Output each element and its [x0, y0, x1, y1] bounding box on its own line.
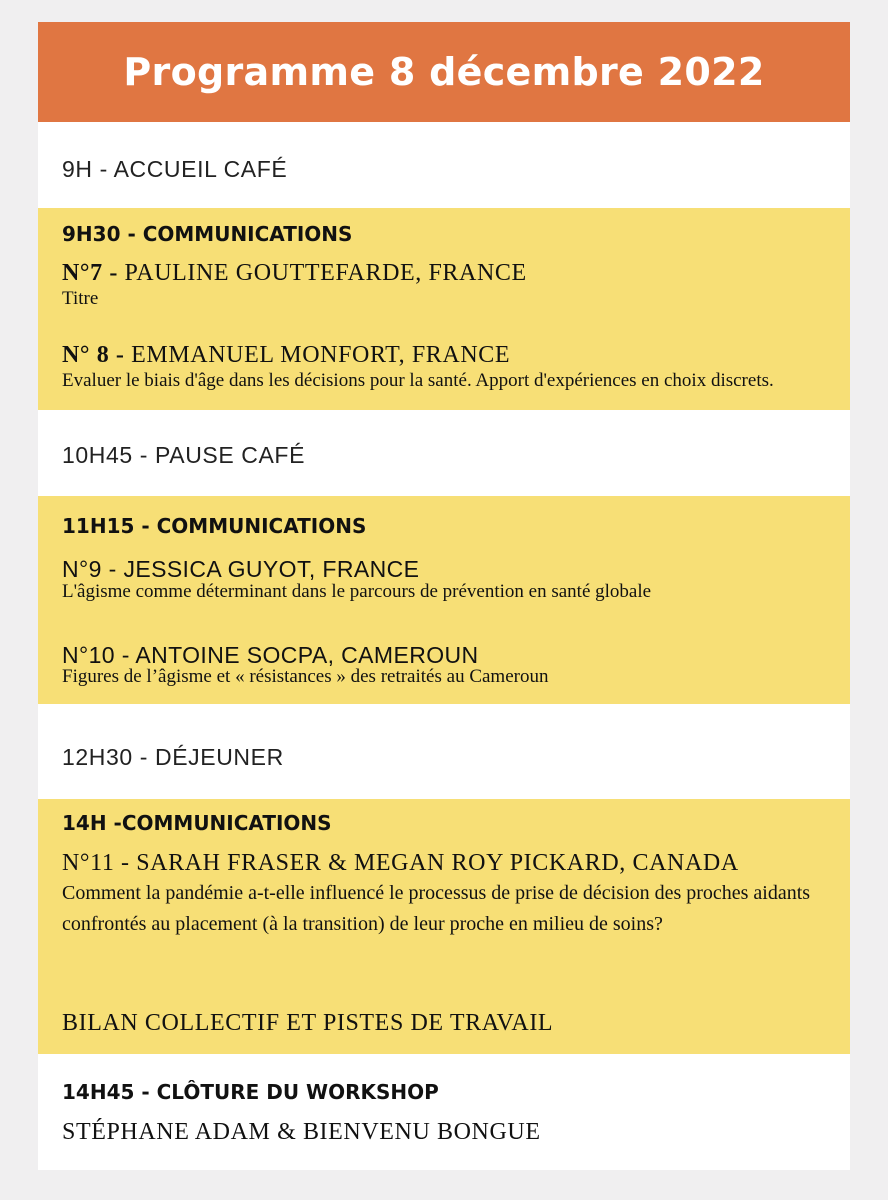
closing-heading: 14H45 - CLÔTURE DU WORKSHOP — [62, 1080, 439, 1104]
slot-session-2 — [38, 496, 850, 704]
talk-8-speaker — [62, 342, 510, 369]
talk-8-name: EMMANUEL MONFORT, FRANCE — [131, 342, 511, 368]
closing-speakers: STÉPHANE ADAM & BIENVENU BONGUE — [62, 1119, 541, 1145]
session-2-heading: 11H15 - COMMUNICATIONS — [62, 514, 367, 538]
break-label: 10H45 - PAUSE CAFÉ — [62, 442, 306, 468]
slot-session-3 — [38, 799, 850, 1054]
programme-card — [38, 22, 850, 1170]
talk-10-speaker: N°10 - ANTOINE SOCPA, CAMEROUN — [62, 642, 479, 668]
talk-7-number: N°7 - — [62, 260, 118, 286]
programme-title: Programme 8 décembre 2022 — [123, 50, 765, 94]
talk-11-title: Comment la pandémie a-t-elle influencé le processus de prise de décision des proches aidants confrontés au placement (à la transition) de leur proche en milieu de soins? — [62, 882, 811, 935]
slot-session-1 — [38, 208, 850, 410]
session-3-heading: 14H -COMMUNICATIONS — [62, 811, 332, 835]
talk-11-speaker: N°11 - SARAH FRASER & MEGAN ROY PICKARD, CANADA — [62, 850, 739, 876]
talk-9-title: L'âgisme comme déterminant dans le parcours de prévention en santé globale — [62, 581, 652, 602]
talk-7-name: PAULINE GOUTTEFARDE, FRANCE — [124, 260, 527, 286]
slot-closing — [38, 1054, 850, 1170]
collective-summary: BILAN COLLECTIF ET PISTES DE TRAVAIL — [62, 1010, 554, 1036]
talk-8-number: N° 8 - — [62, 342, 125, 368]
talk-10-title: Figures de l’âgisme et « résistances » des retraités au Cameroun — [62, 666, 549, 687]
programme-header — [38, 22, 850, 122]
welcome-label: 9H - ACCUEIL CAFÉ — [62, 156, 288, 182]
lunch-label: 12H30 - DÉJEUNER — [62, 744, 284, 770]
slot-welcome — [38, 122, 850, 208]
session-1-heading: 9H30 - COMMUNICATIONS — [62, 222, 353, 246]
talk-9-speaker: N°9 - JESSICA GUYOT, FRANCE — [62, 556, 420, 582]
talk-7-title: Titre — [62, 288, 99, 309]
slot-lunch — [38, 704, 850, 799]
slot-break — [38, 410, 850, 496]
talk-8-title: Evaluer le biais d'âge dans les décisions pour la santé. Apport d'expériences en choix discrets. — [62, 370, 774, 391]
talk-7-speaker — [62, 260, 527, 287]
